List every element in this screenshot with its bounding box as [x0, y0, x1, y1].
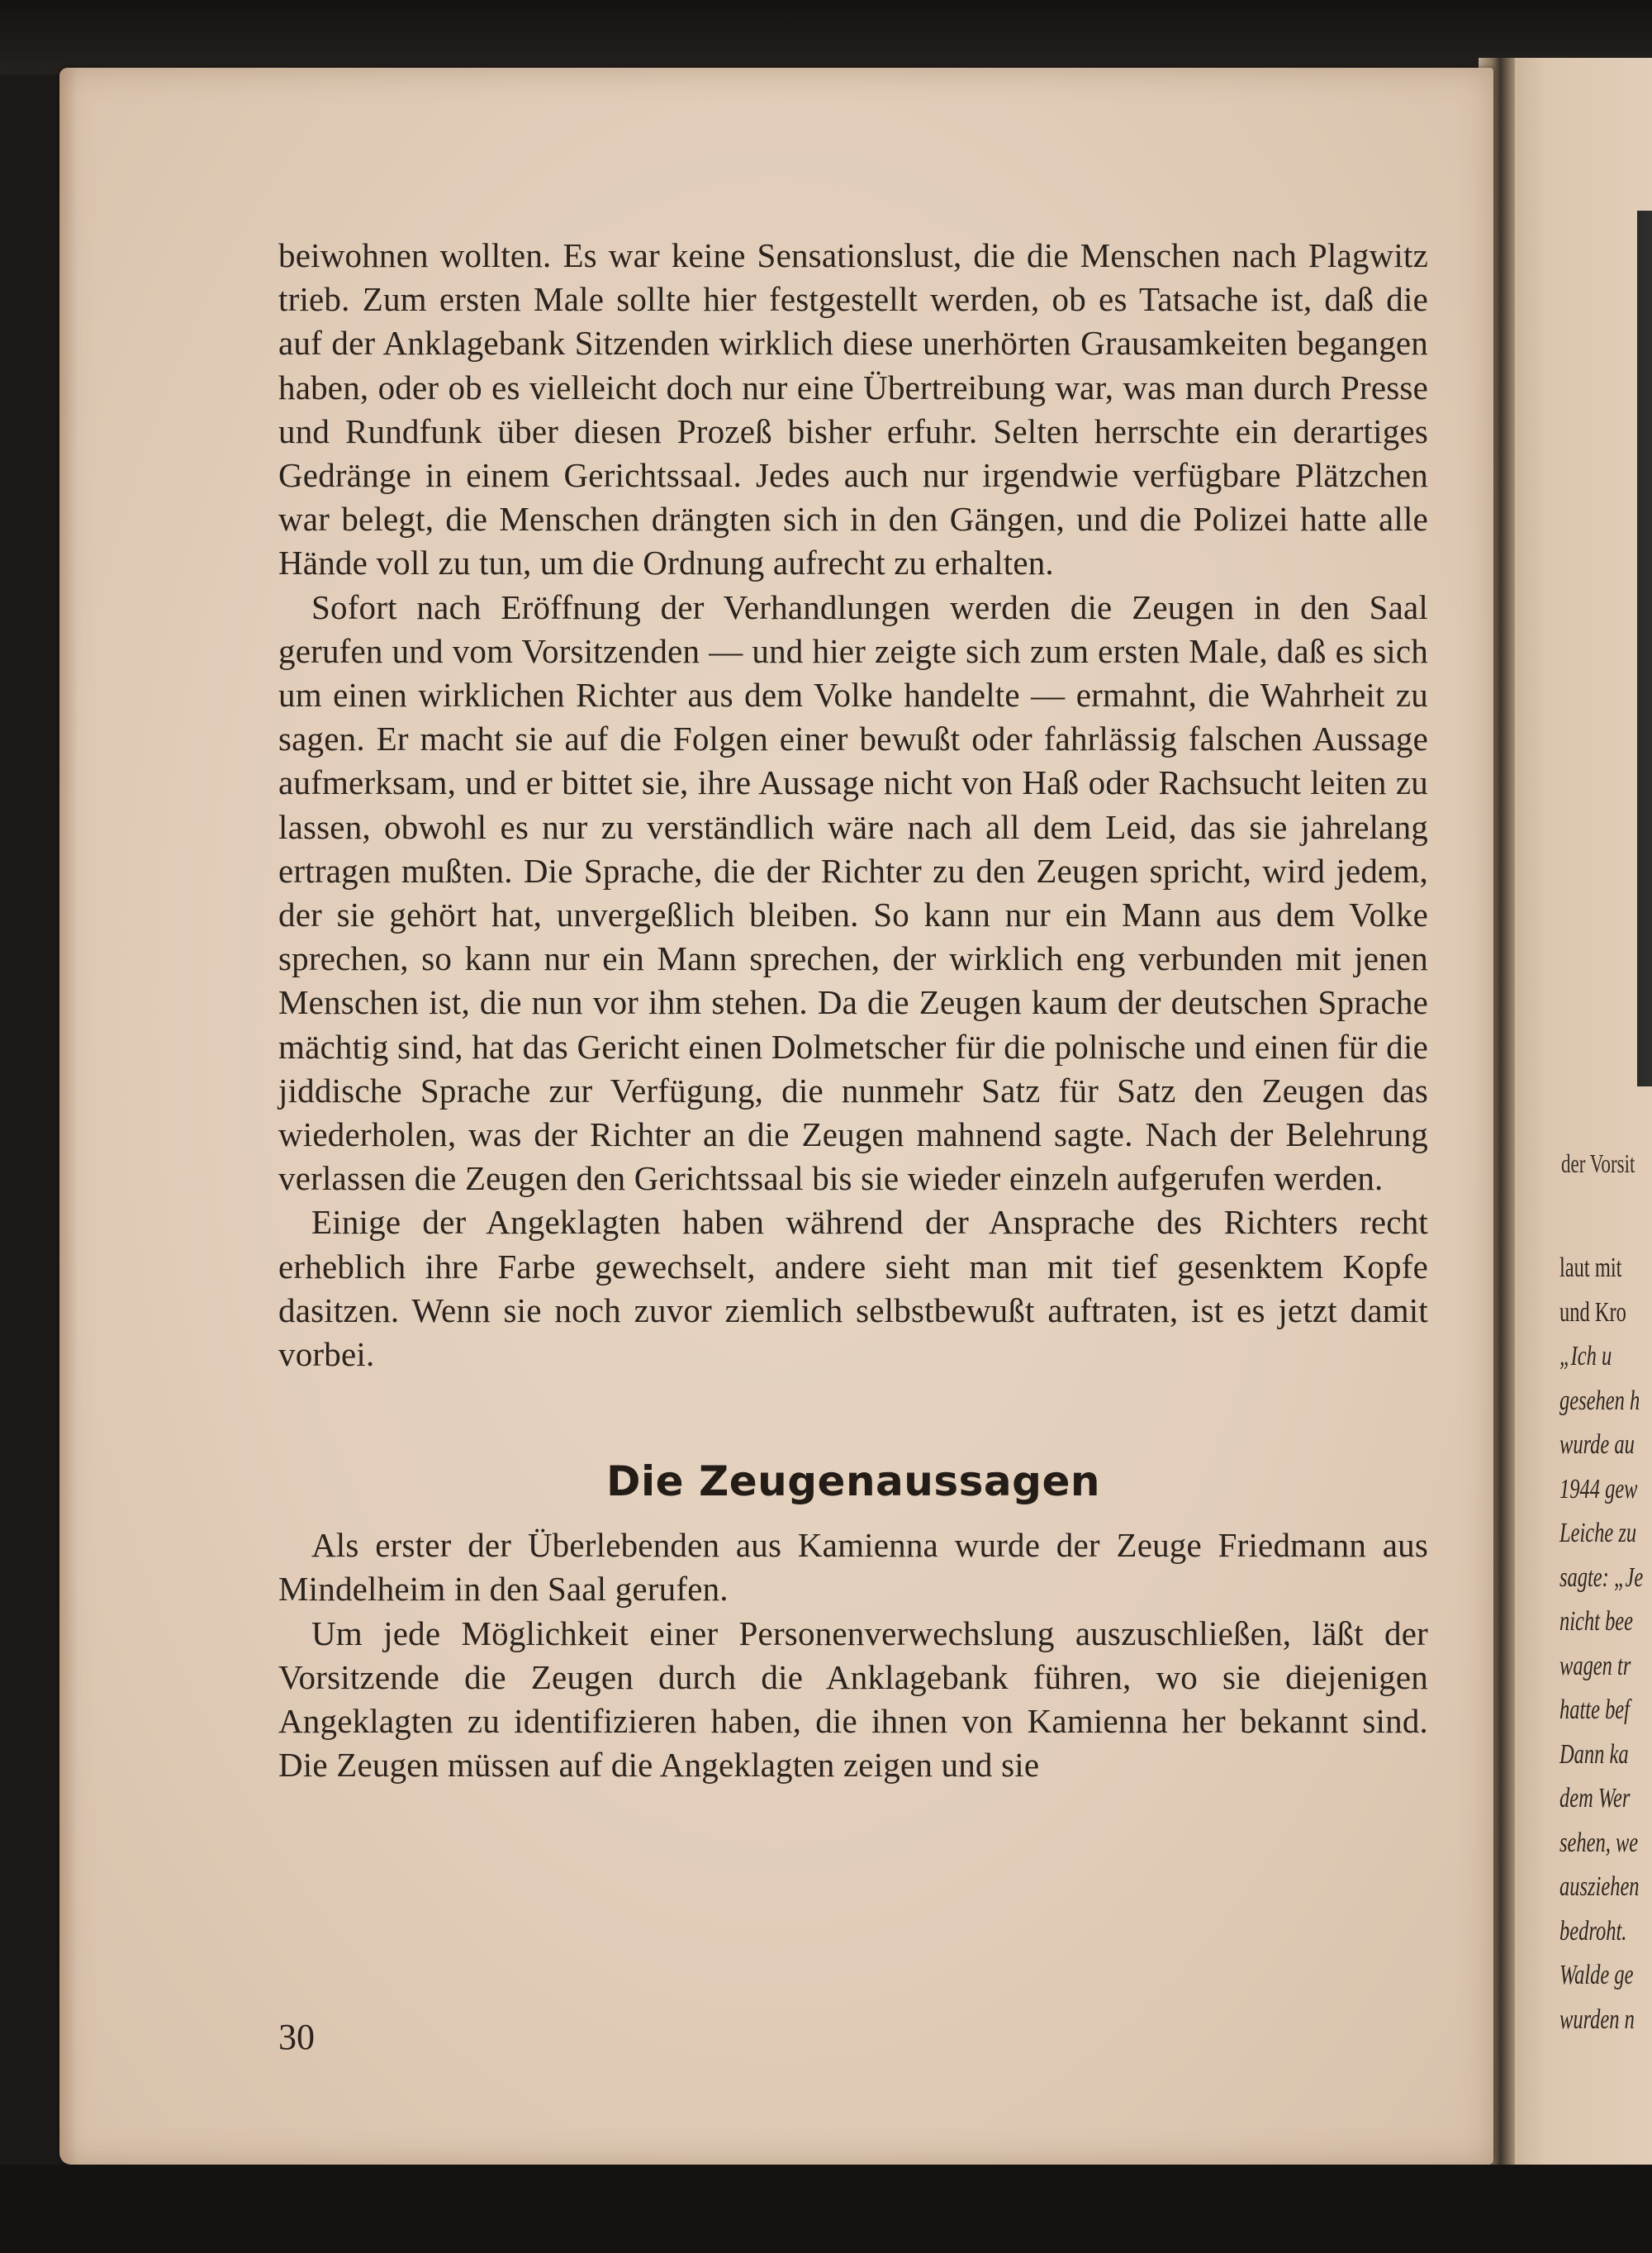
facing-page-line: sehen, we: [1559, 1827, 1639, 1858]
facing-page-line: gesehen h: [1559, 1385, 1640, 1416]
facing-page-line: dem Wer: [1559, 1783, 1631, 1813]
facing-page-caption: der Vorsit: [1561, 1148, 1635, 1178]
facing-page-line: Walde ge: [1559, 1960, 1634, 1990]
page-edge: [59, 68, 78, 2165]
paragraph: Sofort nach Eröffnung der Verhandlungen werden die Zeugen in den Saal gerufen und vom Vorsitzenden — und hier zeigte sich zum ersten Male, daß es sich um einen wirklichen Richter aus dem Volke handelte — ermahnt, die Wahrheit zu sagen. Er macht sie auf die Folgen einer bewußt oder fahrlässig falschen Aussage aufmerksam, und er bittet sie, ihre Aussage nicht von Haß oder Rachsucht leiten zu lassen, obwohl es nur zu verständlich wäre nach all dem Leid, das sie jahrelang ertragen mußten. Die Sprache, die der Richter zu den Zeugen spricht, wird jedem, der sie gehört hat, unvergeßlich bleiben. So kann nur ein Mann aus dem Volke sprechen, so kann nur ein Mann sprechen, der wirklich eng verbunden mit jenen Menschen ist, die nun vor ihm stehen. Da die Zeugen kaum der deutschen Sprache mächtig sind, hat das Gericht einen Dolmetscher für die polnische und einen für die jiddische Sprache zur Verfügung, die nunmehr Satz für Satz den Zeugen das wiederholen, was der Richter an die Zeugen mahnend sagte. Nach der Belehrung verlassen die Zeugen den Gerichtssaal bis sie wieder einzeln aufgerufen werden.: [278, 587, 1428, 1198]
facing-page-line: nicht bee: [1559, 1606, 1634, 1637]
facing-page: [1512, 58, 1652, 2189]
facing-page-line: wagen tr: [1559, 1650, 1631, 1681]
facing-page-line: 1944 gew: [1559, 1473, 1638, 1504]
facing-page-line: laut mit: [1559, 1252, 1622, 1283]
paragraph: Einige der Angeklagten haben während der Ansprache des Richters recht erheblich ihre Farbe gewechselt, andere sieht man mit tief gesenktem Kopfe dasitzen. Wenn sie noch zuvor ziemlich selbstbewußt auftraten, ist es jetzt damit vorbei.: [278, 1203, 1428, 1374]
facing-page-photo: [1637, 211, 1652, 1086]
facing-page-line: Dann ka: [1559, 1738, 1629, 1770]
scan-backdrop-bottom: [0, 2165, 1652, 2253]
facing-page-line: sagte: „Je: [1559, 1561, 1644, 1593]
facing-page-line: hatte bef: [1559, 1695, 1630, 1725]
paragraph: Um jede Möglichkeit einer Personenverwechslung auszuschließen, läßt der Vorsitzende die Zeugen durch die Anklagebank führen, wo sie diejenigen Angeklagten zu identifizieren haben, die ihnen von Kamienna her bekannt sind. Die Zeugen müssen auf die Angeklagten zeigen und sie: [278, 1614, 1428, 1785]
facing-page-text: [1559, 1246, 1652, 2041]
paragraph: Als erster der Überlebenden aus Kamienna wurde der Zeuge Friedmann aus Mindelheim in den Saal gerufen.: [278, 1526, 1428, 1609]
facing-page-line: ausziehen: [1559, 1871, 1640, 1902]
paragraph: beiwohnen wollten. Es war keine Sensationslust, die die Menschen nach Plagwitz trieb. Zum ersten Male sollte hier festgestellt werden, ob es Tatsache ist, daß die auf der Anklagebank Sitzenden wirklich diese unerhörten Grausamkeiten begangen haben, oder ob es vielleicht doch nur eine Übertreibung war, was man durch Presse und Rundfunk über diesen Prozeß bisher erfuhr. Selten herrschte ein derartiges Gedränge in einem Gerichtssaal. Jedes auch nur irgendwie verfügbare Plätzchen war belegt, die Menschen drängten sich in den Gängen, und die Polizei hatte alle Hände voll zu tun, um die Ordnung aufrecht zu erhalten.: [278, 236, 1428, 582]
facing-page-line: bedroht.: [1559, 1915, 1627, 1946]
scan-backdrop: [0, 0, 1652, 74]
facing-page-line: wurden n: [1559, 2003, 1635, 2035]
facing-page-line: wurde au: [1559, 1429, 1635, 1460]
section-heading: Die Zeugenaussagen: [606, 1457, 1100, 1506]
facing-page-line: und Kro: [1559, 1296, 1626, 1328]
facing-page-line: „Ich u: [1559, 1341, 1612, 1371]
facing-page-line: Leiche zu: [1559, 1518, 1637, 1548]
page-number: 30: [278, 2017, 315, 2057]
page-body: [278, 234, 1428, 1788]
